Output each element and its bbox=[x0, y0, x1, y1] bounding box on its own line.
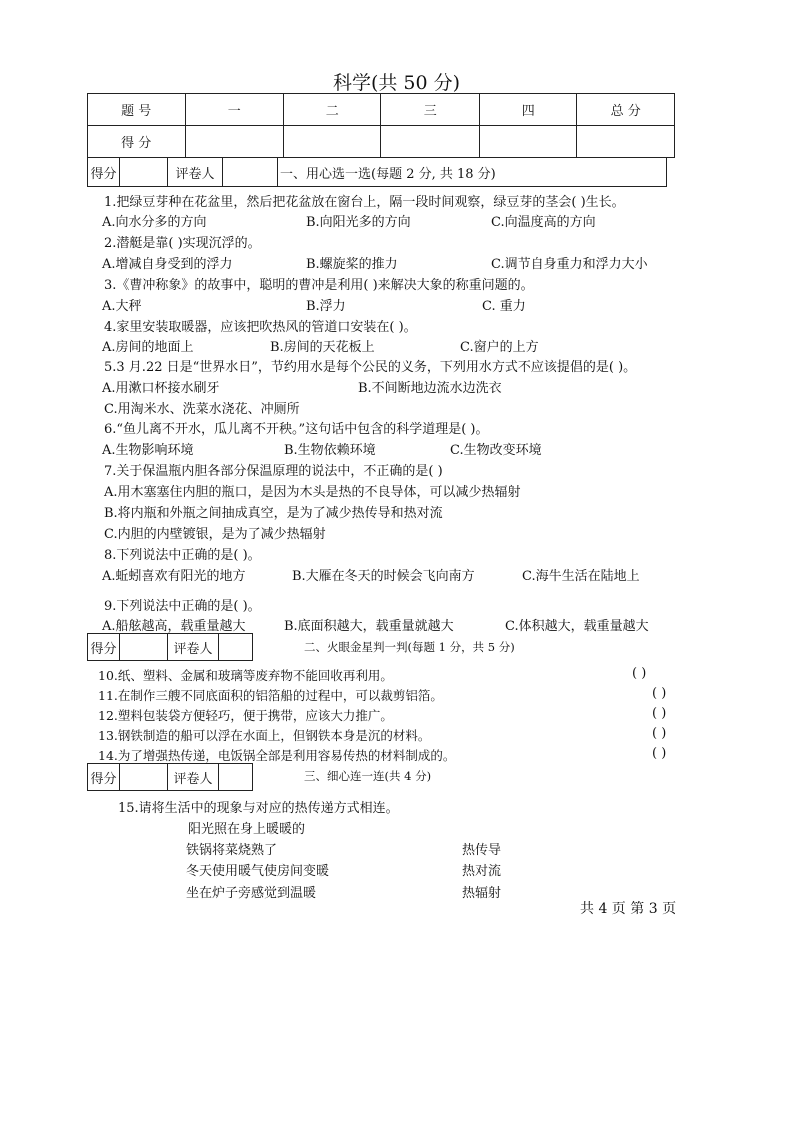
grader-score-cell[interactable] bbox=[120, 158, 168, 187]
grader-name-cell[interactable] bbox=[219, 634, 253, 661]
q8-option-a: A.蚯蚓喜欢有阳光的地方 bbox=[102, 569, 246, 584]
question-4: 4.家里安装取暖器，应该把吹热风的管道口安装在( )。 bbox=[104, 320, 417, 335]
heat-method-item: 热辐射 bbox=[462, 886, 502, 901]
judge-item-10: 10.纸、塑料、金属和玻璃等废弃物不能回收再利用。 bbox=[98, 668, 393, 683]
section1-title: 一、用心选一选(每题 2 分, 共 18 分) bbox=[278, 158, 667, 187]
score-header-cell: 总 分 bbox=[577, 94, 675, 126]
q5-option-b: B.不间断地边流水边洗衣 bbox=[358, 381, 502, 396]
grader-score-label: 得分 bbox=[88, 158, 120, 187]
score-header-cell: 三 bbox=[381, 94, 479, 126]
score-header-cell: 一 bbox=[185, 94, 283, 126]
grader-box-1 bbox=[87, 157, 667, 187]
q7-option-b: B.将内瓶和外瓶之间抽成真空，是为了减少热传导和热对流 bbox=[104, 506, 443, 521]
grader-name-label: 评卷人 bbox=[168, 634, 219, 661]
judge-item-13: 13.钢铁制造的船可以浮在水面上，但钢铁本身是沉的材料。 bbox=[98, 728, 431, 743]
grader-score-cell[interactable] bbox=[120, 634, 168, 661]
q2-option-c: C.调节自身重力和浮力大小 bbox=[491, 257, 648, 272]
grader-score-label: 得分 bbox=[88, 634, 120, 661]
q9-option-c: C.体积越大，载重量越大 bbox=[505, 619, 649, 634]
answer-paren-10[interactable]: ( ) bbox=[632, 666, 647, 681]
judge-item-11: 11.在制作三艘不同底面积的铝箔船的过程中，可以裁剪铝箔。 bbox=[98, 688, 443, 703]
question-8: 8.下列说法中正确的是( )。 bbox=[104, 548, 261, 563]
q2-option-b: B.螺旋桨的推力 bbox=[306, 257, 398, 272]
answer-paren-13[interactable]: ( ) bbox=[652, 726, 667, 741]
score-header-cell: 题 号 bbox=[88, 94, 186, 126]
q3-option-c: C. 重力 bbox=[482, 299, 526, 314]
q8-option-c: C.海牛生活在陆地上 bbox=[522, 569, 640, 584]
grader-score-cell[interactable] bbox=[120, 764, 168, 791]
answer-paren-14[interactable]: ( ) bbox=[652, 746, 667, 761]
score-cell[interactable] bbox=[381, 126, 479, 158]
question-5: 5.3 月.22 日是“世界水日”，节约用水是每个公民的义务，下列用水方式不应该提倡的是( )。 bbox=[104, 360, 637, 375]
q7-option-c: C.内胆的内壁镀银，是为了减少热辐射 bbox=[104, 527, 326, 542]
grader-name-label: 评卷人 bbox=[168, 764, 219, 791]
grader-box-3 bbox=[87, 763, 253, 791]
question-1: 1.把绿豆芽种在花盆里，然后把花盆放在窗台上，隔一段时间观察，绿豆芽的茎会( )生长。 bbox=[104, 195, 625, 210]
q4-option-c: C.窗户的上方 bbox=[460, 340, 539, 355]
q4-option-b: B.房间的天花板上 bbox=[270, 340, 375, 355]
judge-item-14: 14.为了增强热传递，电饭锅全部是利用容易传热的材料制成的。 bbox=[98, 748, 456, 763]
answer-paren-11[interactable]: ( ) bbox=[652, 686, 667, 701]
phenomenon-item: 坐在炉子旁感觉到温暖 bbox=[186, 886, 317, 901]
question-2: 2.潜艇是靠( )实现沉浮的。 bbox=[104, 236, 261, 251]
q1-option-b: B.向阳光多的方向 bbox=[306, 215, 411, 230]
phenomenon-item: 铁锅将菜烧熟了 bbox=[186, 843, 278, 858]
question-15: 15.请将生活中的现象与对应的热传递方式相连。 bbox=[118, 801, 399, 816]
judge-item-12: 12.塑料包装袋方便轻巧，便于携带，应该大力推广。 bbox=[98, 708, 393, 723]
q8-option-b: B.大雁在冬天的时候会飞向南方 bbox=[292, 569, 475, 584]
score-cell[interactable] bbox=[479, 126, 577, 158]
phenomenon-item: 阳光照在身上暖暖的 bbox=[188, 822, 306, 837]
section3-title: 三、细心连一连(共 4 分) bbox=[304, 769, 432, 783]
grader-name-cell[interactable] bbox=[219, 764, 253, 791]
answer-paren-12[interactable]: ( ) bbox=[652, 706, 667, 721]
q6-option-b: B.生物依赖环境 bbox=[284, 443, 376, 458]
score-header-cell: 四 bbox=[479, 94, 577, 126]
question-7: 7.关于保温瓶内胆各部分保温原理的说法中，不正确的是( ) bbox=[104, 464, 443, 479]
section2-title: 二、火眼金星判一判(每题 1 分，共 5 分) bbox=[304, 640, 515, 654]
phenomenon-item: 冬天使用暖气使房间变暖 bbox=[186, 864, 330, 879]
score-cell[interactable] bbox=[577, 126, 675, 158]
score-cell[interactable] bbox=[185, 126, 283, 158]
page-number: 共 4 页 第 3 页 bbox=[580, 901, 677, 917]
q5-option-c: C.用淘米水、洗菜水浇花、冲厕所 bbox=[104, 402, 300, 417]
grader-box-2 bbox=[87, 633, 253, 661]
score-header-cell: 二 bbox=[283, 94, 381, 126]
q5-option-a: A.用漱口杯接水刷牙 bbox=[102, 381, 220, 396]
q2-option-a: A.增减自身受到的浮力 bbox=[102, 257, 233, 272]
grader-score-label: 得分 bbox=[88, 764, 120, 791]
q6-option-a: A.生物影响环境 bbox=[102, 443, 194, 458]
question-6: 6.“鱼儿离不开水，瓜儿离不开秧。”这句话中包含的科学道理是( )。 bbox=[104, 422, 489, 437]
q1-option-a: A.向水分多的方向 bbox=[102, 215, 207, 230]
q4-option-a: A.房间的地面上 bbox=[102, 340, 194, 355]
q9-option-b: B.底面积越大，载重量就越大 bbox=[284, 619, 454, 634]
q3-option-a: A.大秤 bbox=[102, 299, 142, 314]
q7-option-a: A.用木塞塞住内胆的瓶口，是因为木头是热的不良导体，可以减少热辐射 bbox=[104, 485, 521, 500]
question-9: 9.下列说法中正确的是( )。 bbox=[104, 599, 261, 614]
question-3: 3.《曹冲称象》的故事中，聪明的曹冲是利用( )来解决大象的称重问题的。 bbox=[104, 278, 534, 293]
grader-name-label: 评卷人 bbox=[168, 158, 223, 187]
q1-option-c: C.向温度高的方向 bbox=[491, 215, 596, 230]
page-title: 科学(共 50 分) bbox=[332, 72, 461, 94]
q9-option-a: A.船舷越高，载重量越大 bbox=[102, 619, 246, 634]
score-table bbox=[87, 93, 675, 158]
score-row-label: 得 分 bbox=[88, 126, 186, 158]
score-cell[interactable] bbox=[283, 126, 381, 158]
heat-method-item: 热传导 bbox=[462, 843, 502, 858]
q6-option-c: C.生物改变环境 bbox=[450, 443, 542, 458]
q3-option-b: B.浮力 bbox=[306, 299, 346, 314]
grader-name-cell[interactable] bbox=[223, 158, 278, 187]
heat-method-item: 热对流 bbox=[462, 864, 502, 879]
